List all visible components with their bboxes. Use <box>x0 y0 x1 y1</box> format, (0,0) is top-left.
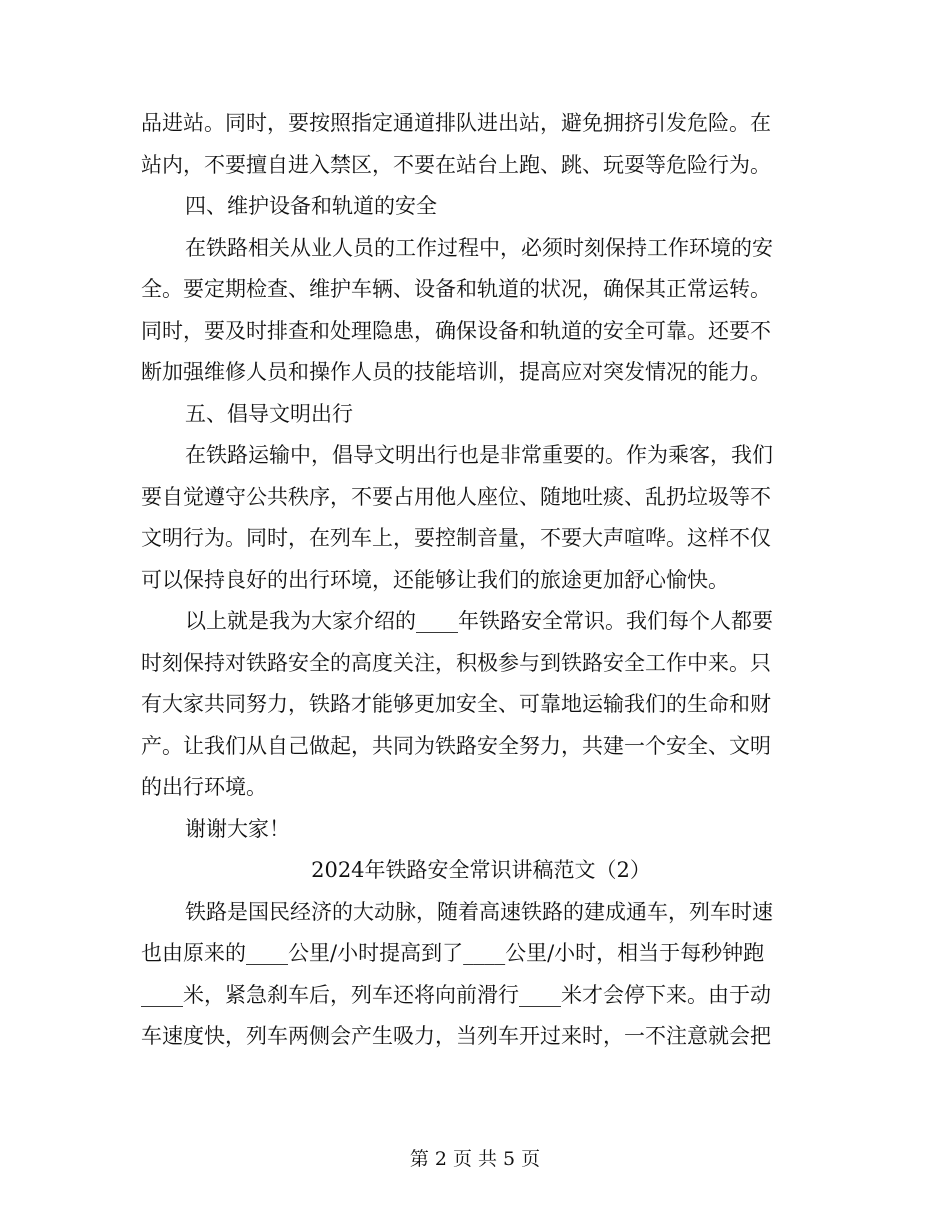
page-number-footer: 第 2 页 共 5 页 <box>409 1148 541 1170</box>
document-title: 2024年铁路安全常识讲稿范文（2） <box>311 858 651 882</box>
text-line: 可以保持良好的出行环境，还能够让我们的旅途更加舒心愉快。 <box>141 567 729 592</box>
text-line: ____米，紧急刹车后，列车还将向前滑行____米才会停下来。由于动 <box>141 982 771 1007</box>
text-line: 断加强维修人员和操作人员的技能培训，提高应对突发情况的能力。 <box>141 360 771 384</box>
text-line: 在铁路运输中，倡导文明出行也是非常重要的。作为乘客，我们 <box>185 443 773 467</box>
closing-line: 谢谢大家！ <box>185 816 290 841</box>
text-line: 站内，不要擅自进入禁区，不要在站台上跑、跳、玩耍等危险行为。 <box>141 152 771 177</box>
text-line: 以上就是我为大家介绍的____年铁路安全常识。我们每个人都要 <box>185 609 773 633</box>
text-line: 铁路是国民经济的大动脉，随着高速铁路的建成通车，列车时速 <box>185 899 773 924</box>
text-line: 的出行环境。 <box>141 775 267 799</box>
text-line: 时刻保持对铁路安全的高度关注，积极参与到铁路安全工作中来。只 <box>141 650 771 675</box>
section-heading: 四、维护设备和轨道的安全 <box>185 194 437 218</box>
text-line: 全。要定期检查、维护车辆、设备和轨道的状况，确保其正常运转。 <box>141 277 771 301</box>
text-line: 要自觉遵守公共秩序，不要占用他人座位、随地吐痰、乱扔垃圾等不 <box>141 484 771 509</box>
document-body <box>141 103 811 1058</box>
text-line: 品进站。同时，要按照指定通道排队进出站，避免拥挤引发危险。在 <box>141 111 771 135</box>
text-line: 产。让我们从自己做起，共同为铁路安全努力，共建一个安全、文明 <box>141 733 771 758</box>
text-line: 有大家共同努力，铁路才能够更加安全、可靠地运输我们的生命和财 <box>141 692 771 716</box>
text-line: 也由原来的____公里/小时提高到了____公里/小时，相当于每秒钟跑 <box>141 941 765 965</box>
text-line: 同时，要及时排查和处理隐患，确保设备和轨道的安全可靠。还要不 <box>141 318 771 343</box>
section-heading: 五、倡导文明出行 <box>185 401 353 426</box>
text-line: 文明行为。同时，在列车上，要控制音量，不要大声喧哗。这样不仅 <box>141 526 771 550</box>
text-line: 在铁路相关从业人员的工作过程中，必须时刻保持工作环境的安 <box>185 235 773 260</box>
text-line: 车速度快，列车两侧会产生吸力，当列车开过来时，一不注意就会把 <box>141 1024 771 1048</box>
